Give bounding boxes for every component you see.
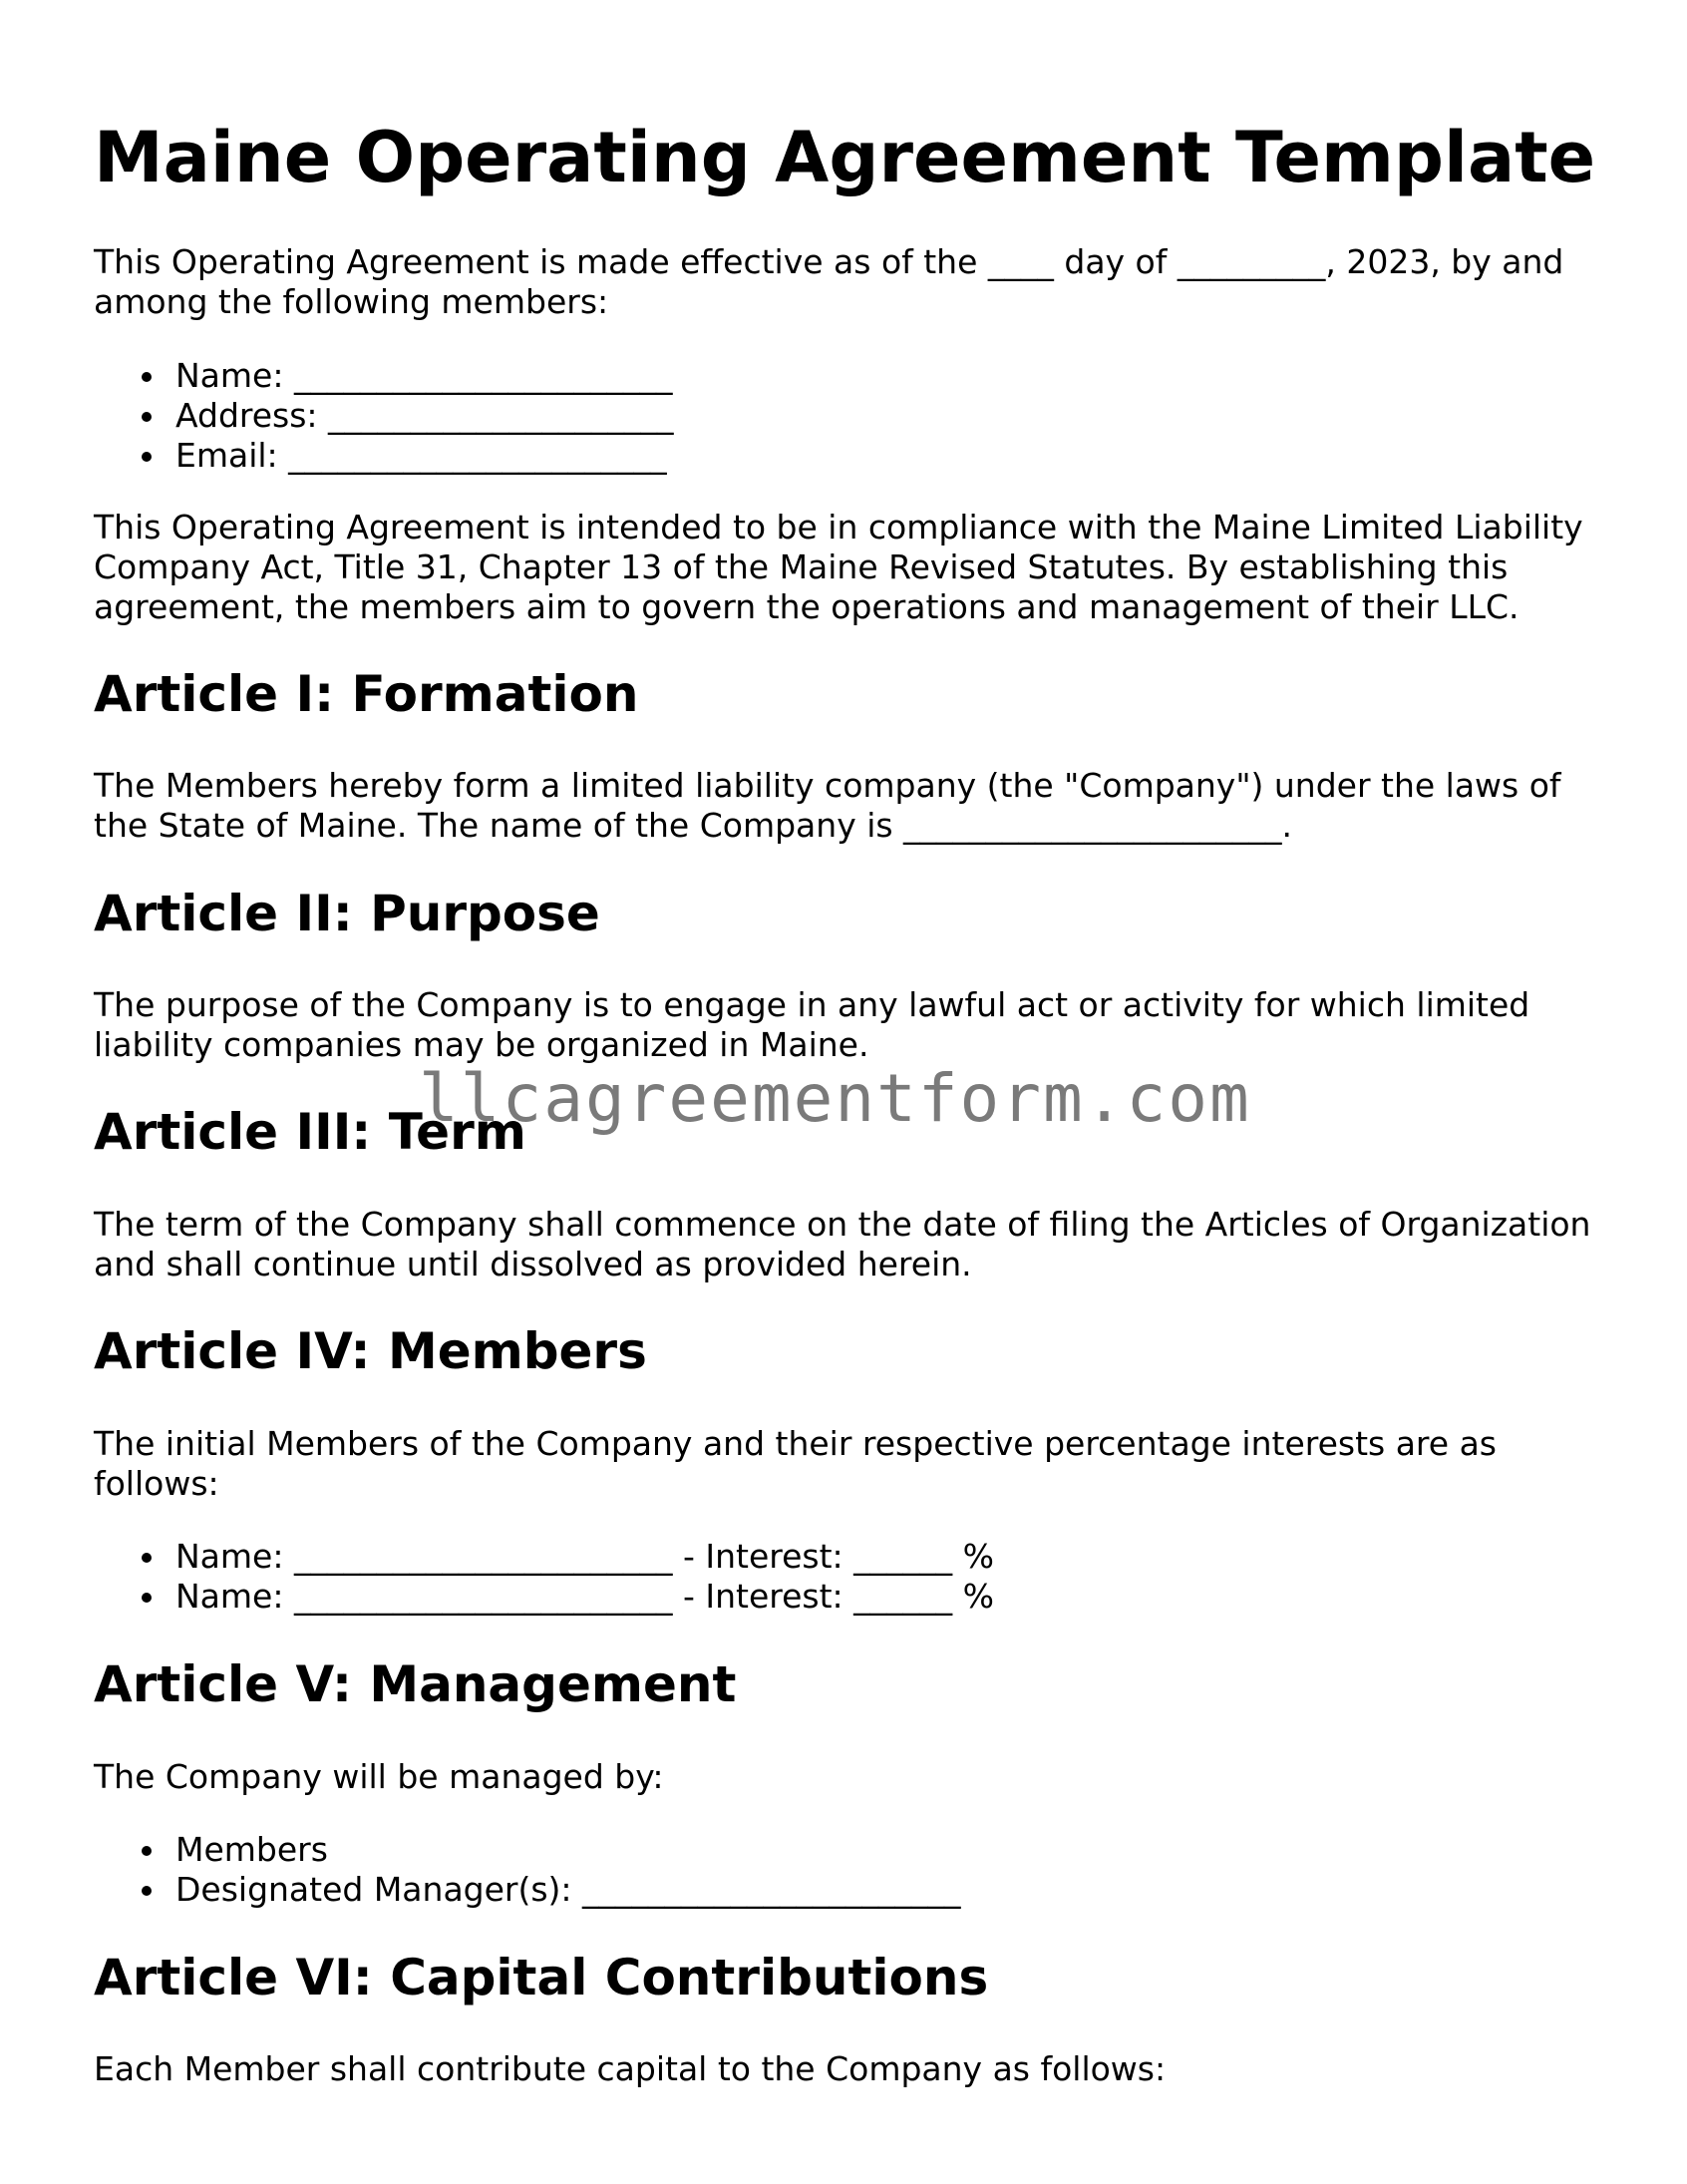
article-4-heading: Article IV: Members — [94, 1322, 647, 1380]
article-6-heading: Article VI: Capital Contributions — [94, 1949, 989, 2006]
article-5-text: The Company will be managed by: — [94, 1757, 664, 1796]
article-2-heading: Article II: Purpose — [94, 885, 600, 942]
article-6-text: Each Member shall contribute capital to the Company as follows: — [94, 2049, 1167, 2088]
list-item-name: Name: _______________________ — [94, 356, 674, 396]
article-3-text: The term of the Company shall commence on the date of filing the Articles of Organization and shall continue until dissolved as provided herein. — [94, 1205, 1591, 1283]
article-2-text: The purpose of the Company is to engage in any lawful act or activity for which limited liability companies may be organized in Maine. — [94, 985, 1530, 1064]
article-5-management-list — [94, 1830, 961, 1910]
list-item-member-interest: Name: _______________________ - Interest: ______ % — [94, 1537, 994, 1577]
compliance-paragraph: This Operating Agreement is intended to be in compliance with the Maine Limited Liability Company Act, Title 31, Chapter 13 of the Maine Revised Statutes. By establishing this agreement, the members aim to govern the operations and management of their LLC. — [94, 508, 1583, 626]
intro-paragraph: This Operating Agreement is made effective as of the ____ day of _________, 2023, by and among the following members: — [94, 242, 1564, 321]
list-item-members: Members — [94, 1830, 961, 1870]
list-item-member-interest: Name: _______________________ - Interest: ______ % — [94, 1577, 994, 1617]
watermark: llcagreementform.com — [419, 1060, 1251, 1137]
article-1-text: The Members hereby form a limited liability company (the "Company") under the laws of the State of Maine. The name of the Company is _______________________. — [94, 766, 1561, 845]
member-fields-list — [94, 356, 674, 476]
list-item-email: Email: _______________________ — [94, 436, 674, 476]
article-4-text: The initial Members of the Company and their respective percentage interests are as follows: — [94, 1424, 1497, 1503]
list-item-address: Address: _____________________ — [94, 396, 674, 436]
list-item-designated-manager: Designated Manager(s): _______________________ — [94, 1870, 961, 1910]
article-5-heading: Article V: Management — [94, 1655, 737, 1713]
article-3-heading: Article III: Term — [94, 1103, 526, 1161]
page-title: Maine Operating Agreement Template — [94, 117, 1596, 198]
article-1-heading: Article I: Formation — [94, 665, 639, 723]
article-4-member-list — [94, 1537, 994, 1617]
